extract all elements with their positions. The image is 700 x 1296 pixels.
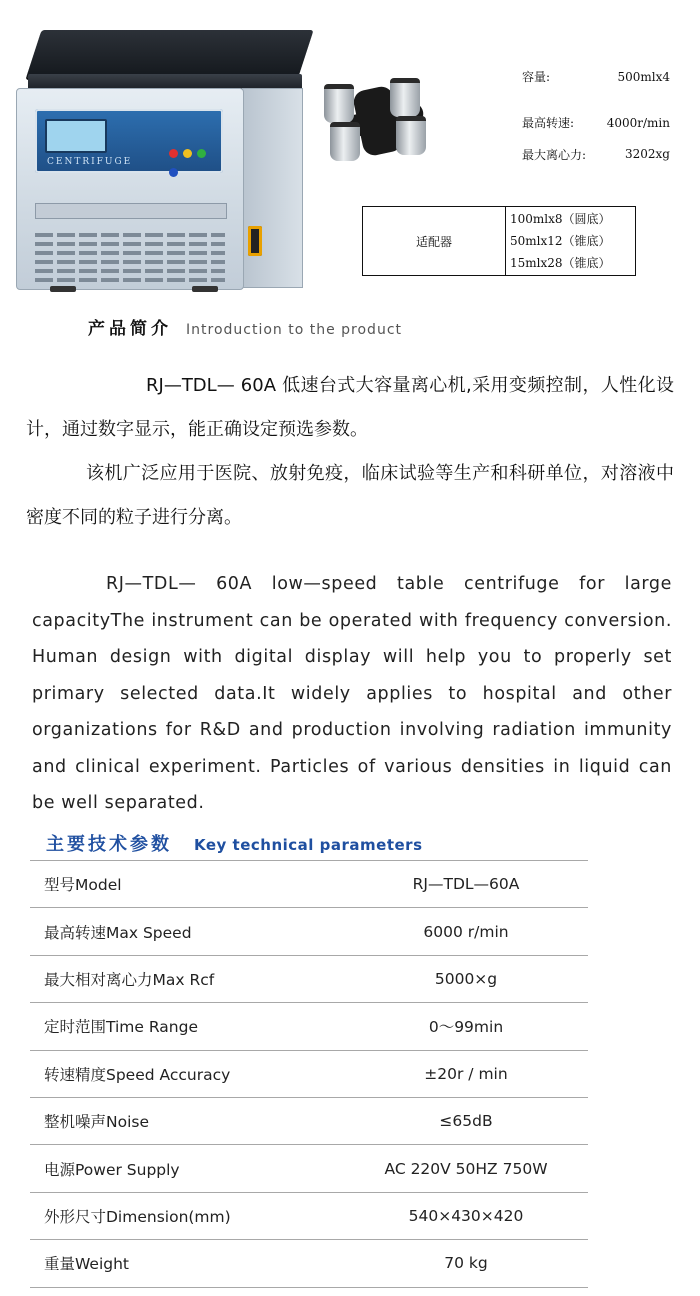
table-row: [30, 1050, 588, 1097]
spec-label: 容量:: [522, 70, 551, 84]
table-row: [30, 1192, 588, 1239]
spec-value: 500mlx4: [617, 70, 670, 84]
table-row: [30, 861, 588, 908]
param-value: ±20r / min: [344, 1050, 588, 1097]
spec-label: 最高转速:: [522, 116, 575, 130]
param-value: AC 220V 50HZ 750W: [344, 1145, 588, 1192]
param-value: 0～99min: [344, 1003, 588, 1050]
adapter-label: 适配器: [363, 207, 506, 276]
adapter-item: 15mlx28（锥底）: [510, 256, 611, 270]
parameters-heading: [46, 830, 423, 856]
rotor-image: [318, 78, 438, 168]
centrifuge-image: [16, 30, 306, 290]
control-panel: [35, 109, 223, 173]
intro-heading: [88, 314, 402, 339]
param-value: 70 kg: [344, 1240, 588, 1287]
bucket: [396, 116, 426, 155]
param-value: ≤65dB: [344, 1097, 588, 1144]
control-buttons: [169, 143, 223, 181]
intro-paragraph-cn: 该机广泛应用于医院、放射免疫，临床试验等生产和科研单位，对溶液中密度不同的粒子进行分离。: [26, 463, 674, 528]
adapter-item: 100mlx8（圆底）: [510, 212, 611, 226]
table-row: [30, 1097, 588, 1144]
param-value: 5000×g: [344, 955, 588, 1002]
param-name: 整机噪声Noise: [30, 1097, 344, 1144]
panel-brand-logo: CENTRIFUGE: [47, 157, 133, 167]
table-row: [30, 955, 588, 1002]
param-value: 6000 r/min: [344, 908, 588, 955]
vent-grille: [35, 233, 225, 287]
param-name: 最大相对离心力Max Rcf: [30, 955, 344, 1002]
parameters-title-cn: 主要技术参数: [46, 834, 172, 855]
spec-label: 最大离心力:: [522, 148, 587, 162]
parameters-title-en: Key technical parameters: [194, 836, 423, 854]
param-name: 定时范围Time Range: [30, 1003, 344, 1050]
parameters-table: [30, 860, 588, 1288]
intro-title-cn: 产品简介: [88, 319, 172, 339]
centrifuge-body: [16, 88, 244, 290]
adapter-table: [362, 206, 636, 276]
param-name: 外形尺寸Dimension(mm): [30, 1192, 344, 1239]
param-name: 电源Power Supply: [30, 1145, 344, 1192]
spec-value: 3202xg: [625, 147, 670, 161]
intro-paragraph-cn: RJ—TDL— 60A 低速台式大容量离心机,采用变频控制，人性化设计，通过数字显示，能正确设定预选参数。: [26, 375, 674, 440]
param-value: RJ—TDL—60A: [344, 861, 588, 908]
lid: [26, 30, 314, 78]
lcd-display: [45, 119, 107, 153]
table-row: [30, 1145, 588, 1192]
bucket: [330, 122, 360, 161]
nameplate: [35, 203, 227, 219]
param-value: 540×430×420: [344, 1192, 588, 1239]
spec-value: 4000r/min: [606, 116, 670, 130]
bucket: [390, 78, 420, 117]
param-name: 转速精度Speed Accuracy: [30, 1050, 344, 1097]
table-row: [30, 1003, 588, 1050]
bucket: [324, 84, 354, 123]
param-name: 重量Weight: [30, 1240, 344, 1287]
intro-title-en: Introduction to the product: [186, 322, 403, 338]
power-switch: [248, 226, 262, 256]
adapter-items: [506, 207, 636, 276]
table-row: [30, 1240, 588, 1287]
param-name: 型号Model: [30, 861, 344, 908]
table-row: [30, 908, 588, 955]
param-name: 最高转速Max Speed: [30, 908, 344, 955]
intro-paragraph-en: RJ—TDL— 60A low—speed table centrifuge for large capacityThe instrument can be operated with frequency conversion. Human design with digital display will help you to properly set primary selected data.It widely applies to hospital and other organizations for R&D and production involving radiation immunity and clinical experiment. Particles of various densities in liquid can be well separated.: [32, 574, 672, 813]
adapter-item: 50mlx12（锥底）: [510, 234, 611, 248]
